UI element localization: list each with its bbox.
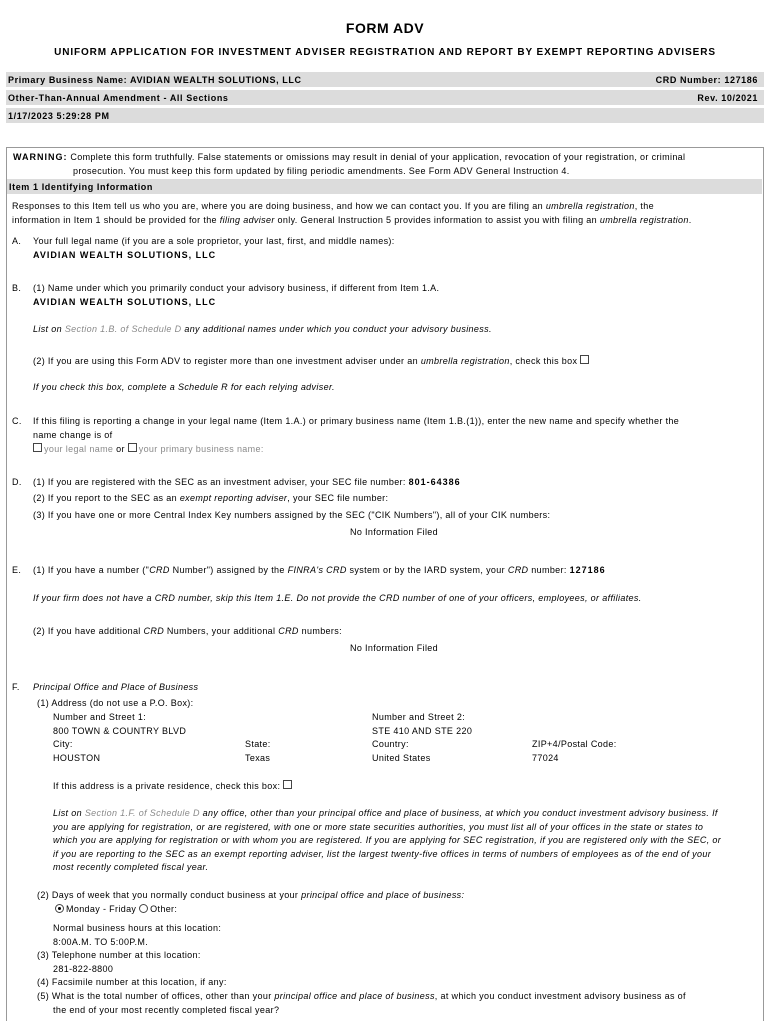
crd-number-answer: 127186 [569,565,606,575]
item-b-list-note: List on Section 1.B. of Schedule D any additional names under which you conduct your advisory business. [33,324,492,334]
item-c-line2: name change is of [33,430,113,440]
header-band-1 [6,72,764,87]
item-c-options: your legal name or your primary business name: [33,443,264,454]
zip-value: 77024 [532,753,559,763]
phone-question: (3) Telephone number at this location: [37,950,201,960]
header-band-3 [6,108,764,123]
item-a-answer: AVIDIAN WEALTH SOLUTIONS, LLC [33,250,217,260]
other-days-radio[interactable] [139,904,148,913]
item1-intro-line2: information in Item 1 should be provided for the filing adviser only. General Instruction 5 provides information to assist you with filing an umbrella registration. [12,215,692,225]
item-a-letter: A. [12,236,22,246]
warning-line1: WARNING: Complete this form truthfully. False statements or omissions may result in denial of your application, revocation of your registration, or criminal [13,152,686,162]
item-f-list-line1: List on Section 1.F. of Schedule D any office, other than your principal office and place of business, at which you conduct investment advisory business. If [53,808,718,818]
item-b-a1: AVIDIAN WEALTH SOLUTIONS, LLC [33,297,217,307]
schedule-d-1b-link[interactable]: Section 1.B. of Schedule D [64,324,182,334]
phone-value: 281-822-8800 [53,964,114,974]
timestamp: 1/17/2023 5:29:28 PM [8,111,110,121]
days-options: Monday - Friday Other: [55,904,177,914]
form-subtitle: UNIFORM APPLICATION FOR INVESTMENT ADVISER REGISTRATION AND REPORT BY EXEMPT REPORTING ADVISERS [54,47,716,58]
country-value: United States [372,753,431,763]
item1-heading-band [7,179,762,194]
item-c-letter: C. [12,416,22,426]
item-b-q2: (2) If you are using this Form ADV to register more than one investment adviser under an umbrella registration, check this box [33,355,591,366]
state-value: Texas [245,753,271,763]
item-e-note: If your firm does not have a CRD number, skip this Item 1.E. Do not provide the CRD number of one of your officers, employees, or affiliates. [33,593,642,603]
business-name: Primary Business Name: AVIDIAN WEALTH SOLUTIONS, LLC [8,75,302,85]
item1-heading: Item 1 Identifying Information [9,182,154,192]
street1-label: Number and Street 1: [53,712,147,722]
item-e-q2: (2) If you have additional CRD Numbers, your additional CRD numbers: [33,626,342,636]
item-f-letter: F. [12,682,20,692]
schedule-d-1f-link[interactable]: Section 1.F. of Schedule D [84,808,200,818]
item-b-q1: (1) Name under which you primarily conduct your advisory business, if different from Item 1.A. [33,283,440,293]
item-d-q3: (3) If you have one or more Central Index Key numbers assigned by the SEC ("CIK Numbers"), all of your CIK numbers: [33,510,551,520]
item-e-a2: No Information Filed [349,643,439,653]
item-a-question: Your full legal name (if you are a sole proprietor, your last, first, and middle names): [33,236,395,246]
item-d-q1: (1) If you are registered with the SEC as an investment adviser, your SEC file number: 801-64386 [33,477,461,487]
amendment-type: Other-Than-Annual Amendment - All Sections [8,93,229,103]
fax-question: (4) Facsimile number at this location, if any: [37,977,227,987]
days-question: (2) Days of week that you normally conduct business at your principal office and place of business: [37,890,465,900]
umbrella-registration-checkbox[interactable] [580,355,589,364]
state-label: State: [245,739,271,749]
item-d-a3: No Information Filed [349,527,439,537]
item-f-list-line5: most recently completed fiscal year. [53,862,209,872]
hours-label: Normal business hours at this location: [53,923,222,933]
item-e-letter: E. [12,565,22,575]
country-label: Country: [372,739,409,749]
item-f-list-line3: which you are applying for registration or with whom you are registered. If you are applying for SEC registration, if you are registered only with the SEC, or [53,835,722,845]
monday-friday-radio[interactable] [55,904,64,913]
item-c-line1: If this filing is reporting a change in your legal name (Item 1.A.) or primary business name (Item 1.B.(1)), enter the new name and specify whether the [33,416,680,426]
item-d-q2: (2) If you report to the SEC as an exempt reporting adviser, your SEC file number: [33,493,389,503]
offices-question: (5) What is the total number of offices, other than your principal office and place of business, at which you conduct investment advisory business as of [37,991,686,1001]
crd-number: CRD Number: 127186 [655,75,758,85]
city-label: City: [53,739,73,749]
warning-line2: prosecution. You must keep this form updated by filing periodic amendments. See Form ADV General Instruction 4. [73,166,570,176]
revision: Rev. 10/2021 [697,93,758,103]
street1-value: 800 TOWN & COUNTRY BLVD [53,726,187,736]
item-f-heading: Principal Office and Place of Business [33,682,199,692]
address-question: (1) Address (do not use a P.O. Box): [37,698,194,708]
hours-value: 8:00A.M. TO 5:00P.M. [53,937,149,947]
item-f-list-line2: you are applying for registration, or are registered, with one or more state securities authorities, you must list all of your offices in the state or states to [53,822,704,832]
city-value: HOUSTON [53,753,101,763]
street2-label: Number and Street 2: [372,712,466,722]
offices-question-line2: the end of your most recently completed fiscal year? [53,1005,280,1015]
item-b-note: If you check this box, complete a Schedule R for each relying adviser. [33,382,335,392]
street2-value: STE 410 AND STE 220 [372,726,473,736]
business-name-checkbox[interactable] [128,443,137,452]
private-residence-checkbox[interactable] [283,780,292,789]
item-d-letter: D. [12,477,22,487]
item-f-list-line4: if you are reporting to the SEC as an exempt reporting adviser, list the largest twenty-five offices in terms of numbers of employees as of the end of your [53,849,712,859]
item-b-letter: B. [12,283,22,293]
sec-file-number: 801-64386 [408,477,461,487]
header-band-2 [6,90,764,105]
item1-intro-line1: Responses to this Item tell us who you are, where you are doing business, and how we can contact you. If you are filing an umbrella registration, the [12,201,654,211]
form-title: FORM ADV [345,20,425,36]
private-residence-question: If this address is a private residence, check this box: [53,780,294,791]
legal-name-checkbox[interactable] [33,443,42,452]
zip-label: ZIP+4/Postal Code: [532,739,617,749]
item-e-q1: (1) If you have a number ("CRD Number") assigned by the FINRA's CRD system or by the IARD system, your CRD number: 127186 [33,565,606,575]
